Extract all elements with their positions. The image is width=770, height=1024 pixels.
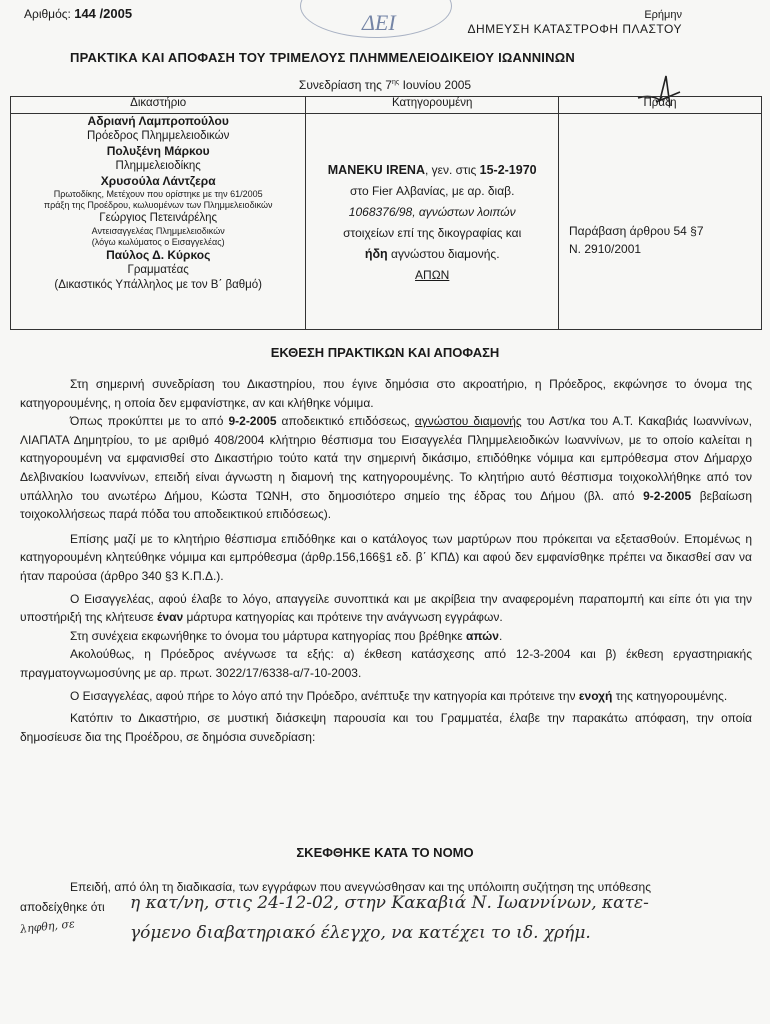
paragraph-prosecutor: Ο Εισαγγελέας, αφού έλαβε το λόγο, απαγγείλε συνοπτικά και με ακρίβεια την αναφερομένη παραπομπή και είπε ότι για την υποστήριξή της κλήτευσε έναν μάρτυρα κατηγορίας και πρότεινε την ανάγνωση εγγράφων. bbox=[20, 591, 752, 625]
handwritten-line-2: γόμενο διαβατηριακό έλεγχο, να κατέχει το ιδ. χρήμ. bbox=[130, 923, 591, 943]
court-member-line: Πολυξένη Μάρκου bbox=[106, 144, 210, 158]
court-member-line: Χρυσούλα Λάντζερα bbox=[100, 174, 216, 188]
court-member-line: (Δικαστικός Υπάλληλος με τον Β΄ βαθμό) bbox=[54, 279, 262, 291]
decision-number-value: 144 /2005 bbox=[74, 6, 133, 21]
paragraph-documents-read: Ακολούθως, η Πρόεδρος ανέγνωσε τα εξής: α) έκθεση κατάσχεσης από 12-3-2004 και β) έκθεση εργαστηριακής πραγματογνωμοσύνης με αρ. πρωτ. 3022/17/6338-α/7-10-2003. bbox=[20, 647, 752, 680]
defendant-name: MANEKU IRENA bbox=[327, 163, 425, 177]
header-defendant: Κατηγορουμένη bbox=[306, 97, 559, 114]
confiscation-label: ΔΗΜΕΥΣΗ ΚΑΤΑΣΤΡΟΦΗ ΠΛΑΣΤΟΥ bbox=[467, 22, 682, 36]
offence-article: Παράβαση άρθρου 54 §7 bbox=[569, 224, 704, 238]
court-member-line: (λόγω κωλύματος ο Εισαγγελέας) bbox=[91, 237, 225, 247]
defendant-cell: MANEKU IRENA, γεν. στις 15-2-1970 στο Fier Αλβανίας, με αρ. διαβ. 1068376/98, αγνώστων λοιπών στοιχείων επί της δικογραφίας και ήδη αγνώστου διαμονής. ΑΠΩΝ bbox=[306, 114, 559, 330]
court-composition-table bbox=[10, 96, 762, 330]
paragraph-reasoning: Επειδή, από όλη τη διαδικασία, των εγγράφων που ανεγνώσθησαν και της υπόλοιπη συζήτηση της υπόθεσης bbox=[70, 880, 652, 894]
document-title: ΠΡΑΚΤΙΚΑ ΚΑΙ ΑΠΟΦΑΣΗ ΤΟΥ ΤΡΙΜΕΛΟΥΣ ΠΛΗΜΜΕΛΕΙΟΔΙΚΕΙΟΥ ΙΩΑΝΝΙΝΩΝ bbox=[70, 50, 575, 65]
court-member-line: Αδριανή Λαμπροπούλου bbox=[87, 114, 229, 128]
paragraph-opening: Στη σημερινή συνεδρίαση του Δικαστηρίου, που έγινε δημόσια στο ακροατήριο, η Πρόεδρος, εκφώνησε το όνομα της κατηγορουμένης, η οποία δεν εμφανίστηκε, αν και κλήθηκε νόμιμα. bbox=[20, 377, 752, 410]
decision-number: Αριθμός: 144 /2005 bbox=[24, 6, 133, 21]
offence-cell bbox=[559, 114, 762, 330]
court-member-line: Αντεισαγγελέας Πλημμελειοδικών bbox=[91, 226, 225, 236]
stamp-text: ΔΕΙ bbox=[362, 10, 396, 35]
court-member-line: Πρωτοδίκης, Μετέχουν που ορίστηκε με την 61/2005 bbox=[53, 189, 263, 199]
paragraph-prosecutor-proposal: Ο Εισαγγελέας, αφού πήρε το λόγο από την Πρόεδρο, ανέπτυξε την κατηγορία και πρότεινε την ενοχή της κατηγορουμένης. bbox=[70, 688, 728, 703]
court-member-line: πράξη της Προέδρου, κωλυομένων των Πλημμελειοδικών bbox=[43, 200, 273, 210]
handwritten-line-1: η κατ/νη, στις 24-12-02, στην Κακαβιά Ν. Ιωαννίνων, κατε- bbox=[130, 893, 649, 913]
minutes-body bbox=[20, 375, 752, 746]
offence-law: Ν. 2910/2001 bbox=[569, 242, 642, 256]
court-member-line: Πρόεδρος Πλημμελειοδικών bbox=[86, 130, 230, 142]
court-member-line: Πλημμελειοδίκης bbox=[115, 160, 201, 172]
paragraph-witness-absent: Στη συνέχεια εκφωνήθηκε το όνομα του μάρτυρα κατηγορίας που βρέθηκε απών. bbox=[70, 628, 503, 643]
session-date: Συνεδρίαση της $7^{\eta\varsigma}$ Ιουνίου 2005 bbox=[298, 78, 472, 92]
header-court: Δικαστήριο bbox=[11, 97, 306, 114]
defendant-residence: αγνώστου διαμονής. bbox=[387, 247, 500, 261]
proven-that: αποδείχθηκε ότι bbox=[20, 900, 105, 914]
header-offence: Πράξη bbox=[559, 97, 762, 114]
paragraph-deliberation: Κατόπιν το Δικαστήριο, σε μυστική διάσκεψη παρουσία και του Γραμματέα, έλαβε την παρακάτω απόφαση, την οποία δημοσίευσε δια της Προέδρου, σε δημόσια συνεδρίαση: bbox=[20, 711, 752, 744]
defendant-passport: 1068376/98, αγνώστων λοιπών bbox=[348, 205, 516, 219]
court-member-line: Παύλος Δ. Κύρκος bbox=[106, 248, 211, 262]
defendant-birthplace: στο Fier Αλβανίας, με αρ. διαβ. bbox=[349, 184, 515, 198]
paragraph-service: Όπως προκύπτει με το από 9-2-2005 αποδεικτικό επιδόσεως, αγνώστου διαμονής του Αστ/κα του Α.Τ. Κακαβιάς Ιωαννίνων, ΛΙΑΠΑΤΑ Δημητρίου, το με αριθμό 408/2004 κλήτηριο θέσπισμα του Εισαγγελέα Πλημμελειοδικών Ιωαννίνων, με το οποίο καλείται η κατηγορουμένη να εμφανισθεί στο Δικαστήριο τούτο κατά την σημερινή δικάσιμο, επιδόθηκε νόμιμα και εμπρόθεσμα στον Δήμαρχο Δελβινακίου Ιωαννίνων, επειδή είναι άγνωστη η διαμονή της κατηγορουμένης. Το κλητήριο αυτό θέσπισμα τοιχοκολλήθηκε από τον υπάλληλο του ανωτέρω Δήμου, Κώστα ΤΩΝΗ, στο δημοσιότερο σημείο της έδρας του Δήμου (βλ. από 9-2-2005 βεβαίωση τοιχοκολλήσεως παρά πόδα του αποδεικτικού επιδόσεως). bbox=[20, 414, 753, 522]
handwritten-margin-note: ληφθη, σε bbox=[19, 917, 76, 936]
in-absentia-label: Ερήμην bbox=[644, 9, 682, 21]
minutes-title: ΕΚΘΕΣΗ ΠΡΑΚΤΙΚΩΝ ΚΑΙ ΑΠΟΦΑΣΗ bbox=[270, 345, 500, 360]
defendant-birth-date: 15-2-1970 bbox=[479, 163, 537, 177]
court-member-line: Γραμματέας bbox=[127, 264, 189, 276]
court-member-line: Γεώργιος Πετεινάρέλης bbox=[99, 212, 218, 224]
paragraph-witnesses: Επίσης μαζί με το κλητήριο θέσπισμα επιδόθηκε και ο κατάλογος των μαρτύρων που πρόκειται να εξετασθούν. Επομένως η κατηγορουμένη κλητεύθηκε νόμιμα και εμπρόθεσμα (άρθρ.156,166§1 εδ. β΄ ΚΠΔ) και αφού δεν εμφανίσθηκε πρέπει να δικασθεί σαν να ήταν παρούσα (άρθρο 340 §3 Κ.Π.Δ.). bbox=[20, 531, 752, 583]
court-members-cell bbox=[11, 114, 306, 330]
law-title: ΣΚΕΦΘΗΚΕ ΚΑΤΑ ΤΟ ΝΟΜΟ bbox=[296, 845, 474, 860]
decision-number-label: Αριθμός bbox=[24, 7, 68, 21]
disposition-note bbox=[468, 8, 683, 36]
defendant-details: στοιχείων επί της δικογραφίας και bbox=[343, 226, 522, 240]
absent-label: ΑΠΩΝ bbox=[415, 268, 450, 282]
